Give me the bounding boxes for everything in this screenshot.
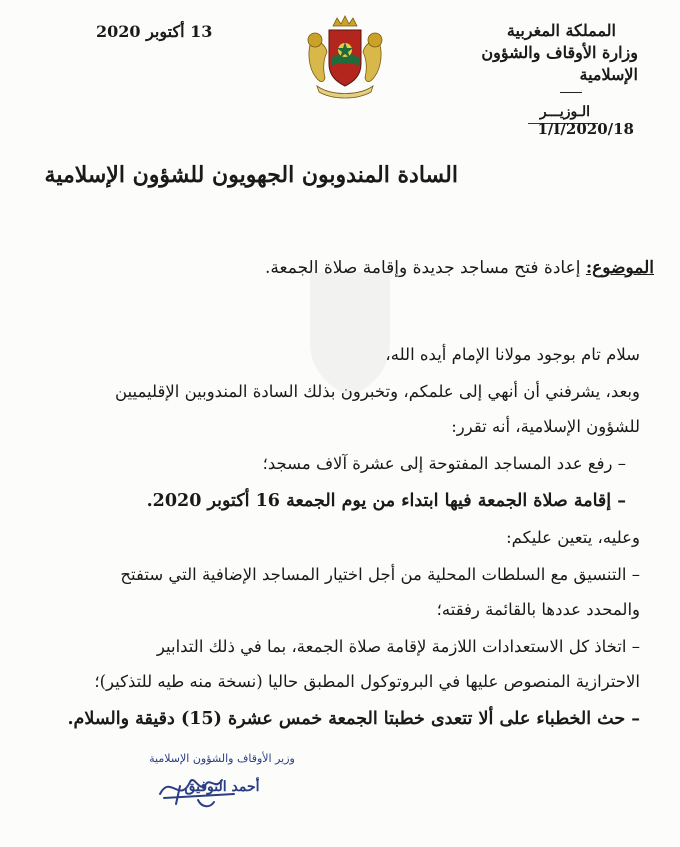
task-3: – حث الخطباء على ألا تتعدى خطبتا الجمعة خمس عشرة (15) دقيقة والسلام.	[67, 709, 640, 729]
task-2-line-1: – اتخاذ كل الاستعدادات اللازمة لإقامة صلاة الجمعة، بما في ذلك التدابير	[156, 637, 640, 656]
subject-text: إعادة فتح مساجد جديدة وإقامة صلاة الجمعة.	[265, 258, 581, 278]
reference-number: 1/I/2020/18	[537, 120, 634, 138]
intro-line-2: للشؤون الإسلامية، أنه تقرر:	[451, 417, 640, 436]
intro-line-1: وبعد، يشرفني أن أنهي إلى علمكم، وتخبرون بذلك السادة المندوبين الإقليميين	[114, 382, 640, 401]
handwritten-signature-icon	[150, 764, 240, 824]
decision-2: – إقامة صلاة الجمعة فيها ابتداء من يوم الجمعة 16 أكتوبر 2020.	[146, 491, 626, 511]
task-1-line-1: – التنسيق مع السلطات المحلية من أجل اختيار المساجد الإضافية التي ستفتح	[120, 565, 640, 584]
greeting: سلام تام بوجود مولانا الإمام أيده الله،	[385, 345, 640, 364]
royal-emblem-icon	[303, 12, 387, 102]
letterhead-divider	[560, 92, 582, 93]
letter-date: 13 أكتوبر 2020	[96, 22, 213, 41]
kingdom-name: المملكة المغربية	[506, 21, 616, 40]
task-2-line-2: الاحترازية المنصوص عليها في البروتوكول المطبق حاليا (نسخة منه طيه للتذكير)؛	[94, 672, 640, 691]
ministry-name: وزارة الأوقاف والشؤون الإسلامية	[481, 43, 638, 84]
subject-label: الموضوع:	[585, 258, 654, 278]
letter-body	[40, 344, 640, 730]
task-1-line-2: والمحدد عددها بالقائمة رفقته؛	[436, 600, 640, 619]
signatory-name: أحمد التوفيق	[184, 779, 260, 795]
decision-1: – رفع عدد المساجد المفتوحة إلى عشرة آلاف مسجد؛	[262, 454, 626, 473]
transition-line: وعليه، يتعين عليكم:	[506, 528, 640, 547]
office-name: الـوزيـــر	[539, 104, 590, 120]
letterhead	[438, 20, 638, 124]
signatory-title: وزير الأوقاف والشؤون الإسلامية	[149, 752, 295, 765]
addressee-line: السادة المندوبون الجهويون للشؤون الإسلامية	[44, 162, 458, 188]
